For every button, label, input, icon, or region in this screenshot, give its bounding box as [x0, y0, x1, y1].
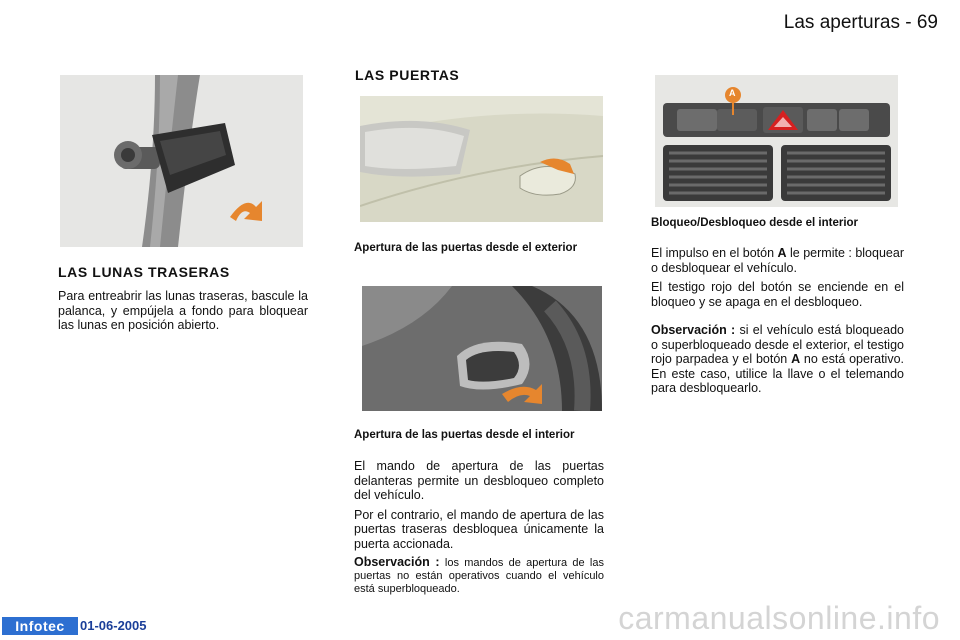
- rear-windows-text: Para entreabrir las lunas traseras, bascule la palanca, y empújela a fondo para bloquear las lunas en posición abierto.: [58, 289, 308, 332]
- observation-text: los mandos de apertura de las puertas no están operativos cuando el vehículo está superbloqueado.: [354, 557, 604, 595]
- lock-observation-a: si el vehículo está bloqueado o superbloqueado desde el exterior, el testigo rojo parpadea y el botón: [651, 323, 904, 366]
- button-a-marker: A: [729, 88, 736, 98]
- lock-paragraph-2: El testigo rojo del botón se enciende en el bloqueo y se apaga en el desbloqueo.: [651, 280, 904, 309]
- button-a-ref: A: [777, 246, 787, 260]
- rear-windows-title: LAS LUNAS TRASERAS: [58, 264, 230, 280]
- lock-paragraph-1-c: le permite : bloquear o desbloquear el vehículo.: [651, 246, 904, 275]
- interior-observation: [354, 556, 604, 596]
- interior-paragraph-2: Por el contrario, el mando de apertura de las puertas traseras desbloquea únicamente la puerta accionada.: [354, 507, 604, 551]
- caption-interior: Apertura de las puertas desde el interior: [354, 429, 575, 441]
- infotec-logo: Infotec: [2, 617, 78, 635]
- doors-title: LAS PUERTAS: [355, 67, 460, 83]
- header-separator: -: [905, 12, 912, 33]
- lock-observation-c: no está operativo. En este caso, utilice la llave o el telemando para desbloquearlo.: [651, 352, 904, 395]
- dashboard-lock-button-illustration: [655, 75, 898, 207]
- exterior-handle-illustration: [360, 96, 603, 222]
- lock-observation-label: Observación :: [651, 323, 736, 337]
- observation-label: Observación :: [354, 555, 440, 569]
- rear-window-lever-illustration: [60, 75, 303, 247]
- section-title: Las aperturas: [783, 12, 900, 33]
- lock-paragraph-1-a: El impulso en el botón: [651, 246, 778, 260]
- interior-handle-illustration: [362, 286, 602, 411]
- page-header: [784, 12, 938, 34]
- caption-lock-unlock: Bloqueo/Desbloqueo desde el interior: [651, 217, 859, 229]
- watermark: carmanualsonline.info: [618, 600, 940, 636]
- edition-date: 01-06-2005: [80, 618, 147, 633]
- lock-text: [651, 246, 904, 401]
- caption-exterior: Apertura de las puertas desde el exterior: [354, 242, 578, 254]
- lock-observation: [651, 323, 904, 396]
- interior-paragraph-1: El mando de apertura de las puertas delanteras permite un desbloqueo completo del vehículo.: [354, 459, 604, 502]
- button-a-ref-2: A: [791, 352, 801, 366]
- page-number: 69: [916, 12, 938, 33]
- interior-text: [354, 459, 604, 601]
- lock-paragraph-1: [651, 246, 904, 275]
